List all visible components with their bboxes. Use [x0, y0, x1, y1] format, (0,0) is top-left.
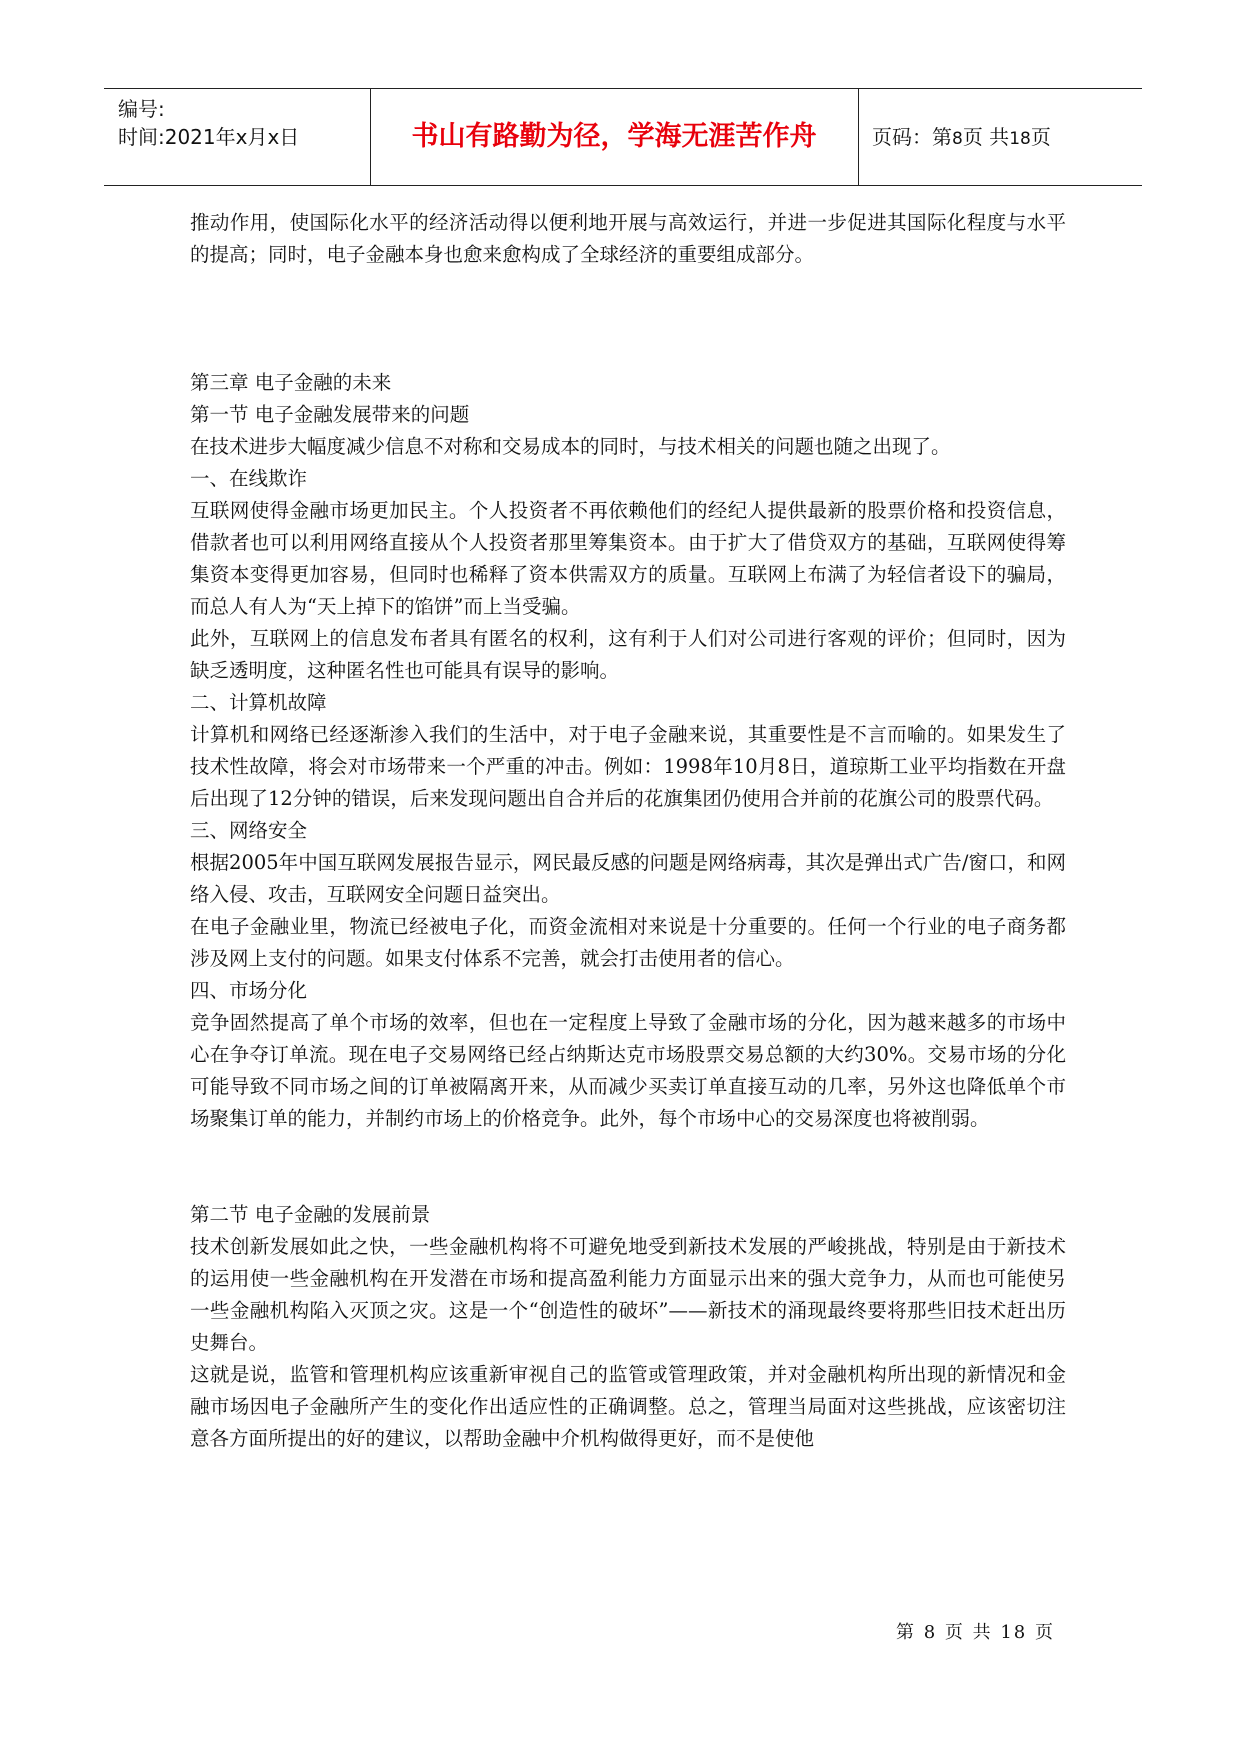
paragraph: 在电子金融业里，物流已经被电子化，而资金流相对来说是十分重要的。任何一个行业的电子商务都涉及网上支付的问题。如果支付体系不完善，就会打击使用者的信心。	[190, 915, 1066, 970]
header-page-number	[872, 89, 1051, 185]
page-footer: 第 8 页 共 18 页	[896, 1622, 1055, 1643]
page-total: 18	[1009, 129, 1031, 149]
page-prefix: 页码：第	[872, 125, 952, 149]
time-label: 时间:2021年x月x日	[118, 125, 300, 149]
spacer	[190, 271, 1066, 367]
serial-label: 编号:	[118, 97, 165, 121]
paragraph: 互联网使得金融市场更加民主。个人投资者不再依赖他们的经纪人提供最新的股票价格和投资信息，借款者也可以利用网络直接从个人投资者那里筹集资本。由于扩大了借贷双方的基础，互联网使得筹集资本变得更加容易，但同时也稀释了资本供需双方的质量。互联网上布满了为轻信者设下的骗局，而总人有人为“天上掉下的馅饼”而上当受骗。	[190, 499, 1066, 618]
paragraph: 计算机和网络已经逐渐渗入我们的生活中，对于电子金融来说，其重要性是不言而喻的。如果发生了技术性故障，将会对市场带来一个严重的冲击。例如：1998年10月8日，道琼斯工业平均指数在开盘后出现了12分钟的错误，后来发现问题出自合并后的花旗集团仍使用合并前的花旗公司的股票代码。	[190, 723, 1066, 810]
subheading: 三、网络安全	[190, 819, 308, 842]
subheading: 一、在线欺诈	[190, 467, 308, 490]
paragraph: 根据2005年中国互联网发展报告显示，网民最反感的问题是网络病毒，其次是弹出式广告/窗口，和网络入侵、攻击，互联网安全问题日益突出。	[190, 851, 1066, 906]
page-suffix: 页	[1030, 125, 1051, 149]
section-title: 第二节 电子金融的发展前景	[190, 1203, 431, 1226]
subheading: 四、市场分化	[190, 979, 308, 1002]
paragraph: 技术创新发展如此之快，一些金融机构将不可避免地受到新技术发展的严峻挑战，特别是由于新技术的运用使一些金融机构在开发潜在市场和提高盈利能力方面显示出来的强大竞争力，从而也可能使另一些金融机构陷入灭顶之灾。这是一个“创造性的破坏”——新技术的涌现最终要将那些旧技术赶出历史舞台。	[190, 1235, 1066, 1354]
paragraph: 这就是说，监管和管理机构应该重新审视自己的监管或管理政策，并对金融机构所出现的新情况和金融市场因电子金融所产生的变化作出适应性的正确调整。总之，管理当局面对这些挑战，应该密切注意各方面所提出的好的建议，以帮助金融中介机构做得更好，而不是使他	[190, 1363, 1066, 1450]
header-meta	[118, 89, 374, 185]
chapter-title: 第三章 电子金融的未来	[190, 371, 392, 394]
paragraph: 此外，互联网上的信息发布者具有匿名的权利，这有利于人们对公司进行客观的评价；但同时，因为缺乏透明度，这种匿名性也可能具有误导的影响。	[190, 627, 1066, 682]
header-motto: 书山有路勤为径，学海无涯苦作舟	[411, 121, 817, 152]
document-body	[190, 207, 1066, 1455]
subheading: 二、计算机故障	[190, 691, 327, 714]
paragraph: 竞争固然提高了单个市场的效率，但也在一定程度上导致了金融市场的分化，因为越来越多的市场中心在争夺订单流。现在电子交易网络已经占纳斯达克市场股票交易总额的大约30%。交易市场的分化可能导致不同市场之间的订单被隔离开来，从而减少买卖订单直接互动的几率，另外这也降低单个市场聚集订单的能力，并制约市场上的价格竞争。此外，每个市场中心的交易深度也将被削弱。	[190, 1011, 1066, 1130]
paragraph: 推动作用，使国际化水平的经济活动得以便利地开展与高效运行，并进一步促进其国际化程度与水平的提高；同时，电子金融本身也愈来愈构成了全球经济的重要组成部分。	[190, 211, 1066, 266]
header-divider	[858, 89, 859, 185]
paragraph: 在技术进步大幅度减少信息不对称和交易成本的同时，与技术相关的问题也随之出现了。	[190, 435, 951, 458]
page-header	[104, 88, 1142, 186]
spacer	[190, 1135, 1066, 1199]
page-mid: 页 共	[962, 125, 1010, 149]
section-title: 第一节 电子金融发展带来的问题	[190, 403, 470, 426]
page-current: 8	[952, 129, 963, 149]
